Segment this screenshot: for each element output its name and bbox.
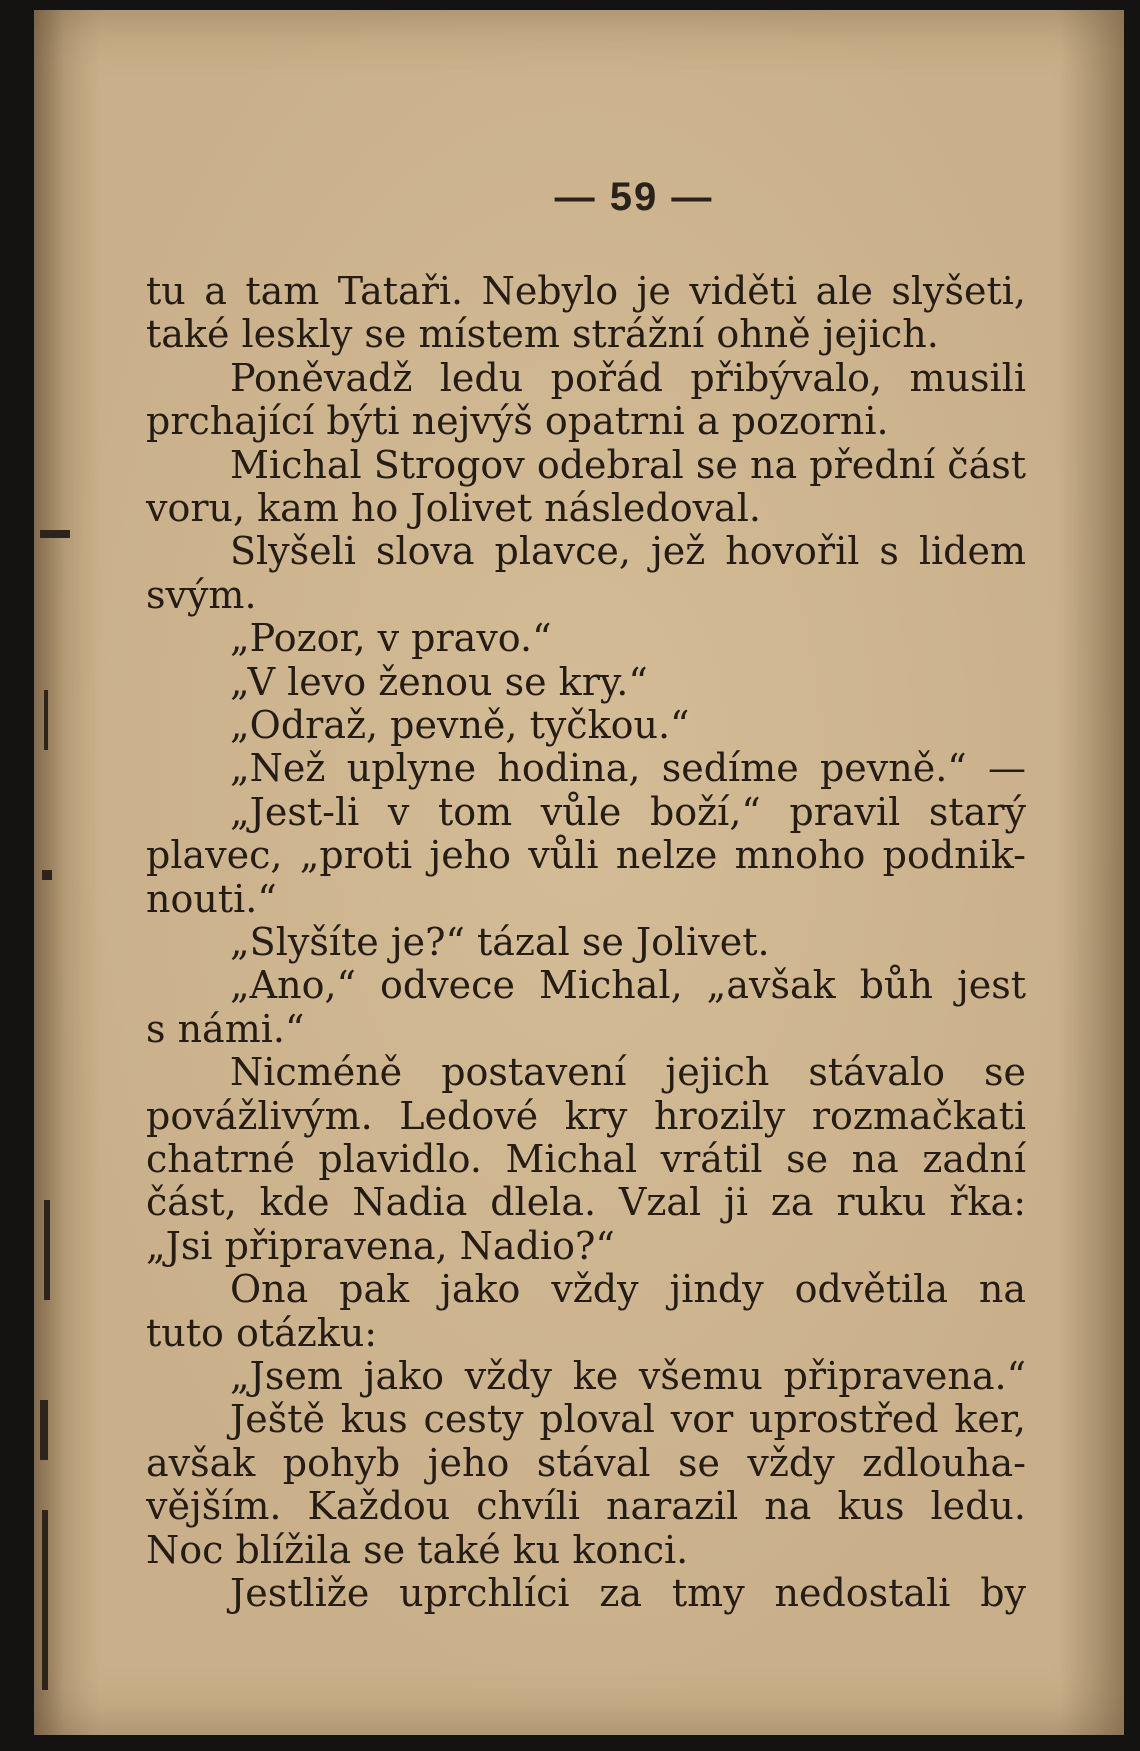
text-line: „Jest-li v tom vůle boží,“ pravil starý — [230, 790, 1026, 834]
text-line: Noc blížila se také ku konci. — [146, 1527, 689, 1572]
text-line: vějším. Každou chvíli narazil na kus ledu. — [146, 1485, 1026, 1529]
binding-gutter — [34, 10, 64, 1735]
text-line: také leskly se místem strážní ohně jejich. — [146, 312, 939, 357]
page-number: — 59 — — [554, 175, 714, 219]
text-line: prchající býti nejvýš opatrni a pozorni. — [146, 399, 889, 444]
text-line: Poněvadž ledu pořád přibývalo, musili — [230, 356, 1026, 400]
page-text — [146, 270, 1026, 1615]
text-line: „Než uplyne hodina, sedíme pevně.“ — — [230, 747, 1026, 791]
text-line: voru, kam ho Jolivet následoval. — [146, 485, 761, 530]
text-line: s námi.“ — [146, 1006, 305, 1051]
text-line: Jestliže uprchlíci za tmy nedostali by — [230, 1571, 1026, 1615]
text-line: „Ano,“ odvece Michal, „avšak bůh jest — [230, 964, 1026, 1008]
text-line: „V levo ženou se kry.“ — [230, 659, 648, 704]
binding-mark — [40, 530, 70, 538]
text-line: „Jsi připravena, Nadio?“ — [146, 1223, 615, 1268]
text-line: avšak pohyb jeho stával se vždy zdlouha- — [146, 1441, 1026, 1485]
text-line: tuto otázku: — [146, 1310, 378, 1355]
binding-mark — [42, 870, 52, 880]
text-line: povážlivým. Ledové kry hrozily rozmačkati — [146, 1094, 1026, 1138]
text-line: nouti.“ — [146, 876, 277, 921]
book-page — [34, 10, 1124, 1735]
binding-mark — [44, 690, 48, 750]
text-line: plavec, „proti jeho vůli nelze mnoho podnik- — [146, 834, 1026, 878]
text-line: Michal Strogov odebral se na přední část — [230, 443, 1026, 487]
text-line: svým. — [146, 572, 257, 617]
text-line: „Slyšíte je?“ tázal se Jolivet. — [230, 919, 770, 964]
text-line: „Odraž, pevně, tyčkou.“ — [230, 703, 690, 747]
text-line: Ještě kus cesty ploval vor uprostřed ker, — [230, 1398, 1026, 1442]
text-line: chatrné plavidlo. Michal vrátil se na zadní — [146, 1137, 1026, 1181]
text-line: Slyšeli slova plavce, jež hovořil s lidem — [230, 530, 1026, 574]
text-line: část, kde Nadia dlela. Vzal ji za ruku řka: — [146, 1181, 1026, 1225]
text-line: tu a tam Tataři. Nebylo je viděti ale slyšeti, — [146, 270, 1026, 313]
text-line: Nicméně postavení jejich stávalo se — [230, 1051, 1026, 1095]
text-line: Ona pak jako vždy jindy odvětila na — [230, 1268, 1026, 1312]
text-line: „Pozor, v pravo.“ — [230, 616, 552, 661]
binding-mark — [44, 1200, 50, 1300]
binding-mark — [42, 1510, 48, 1690]
text-line: „Jsem jako vždy ke všemu připravena.“ — [230, 1354, 1026, 1398]
binding-mark — [40, 1400, 48, 1460]
